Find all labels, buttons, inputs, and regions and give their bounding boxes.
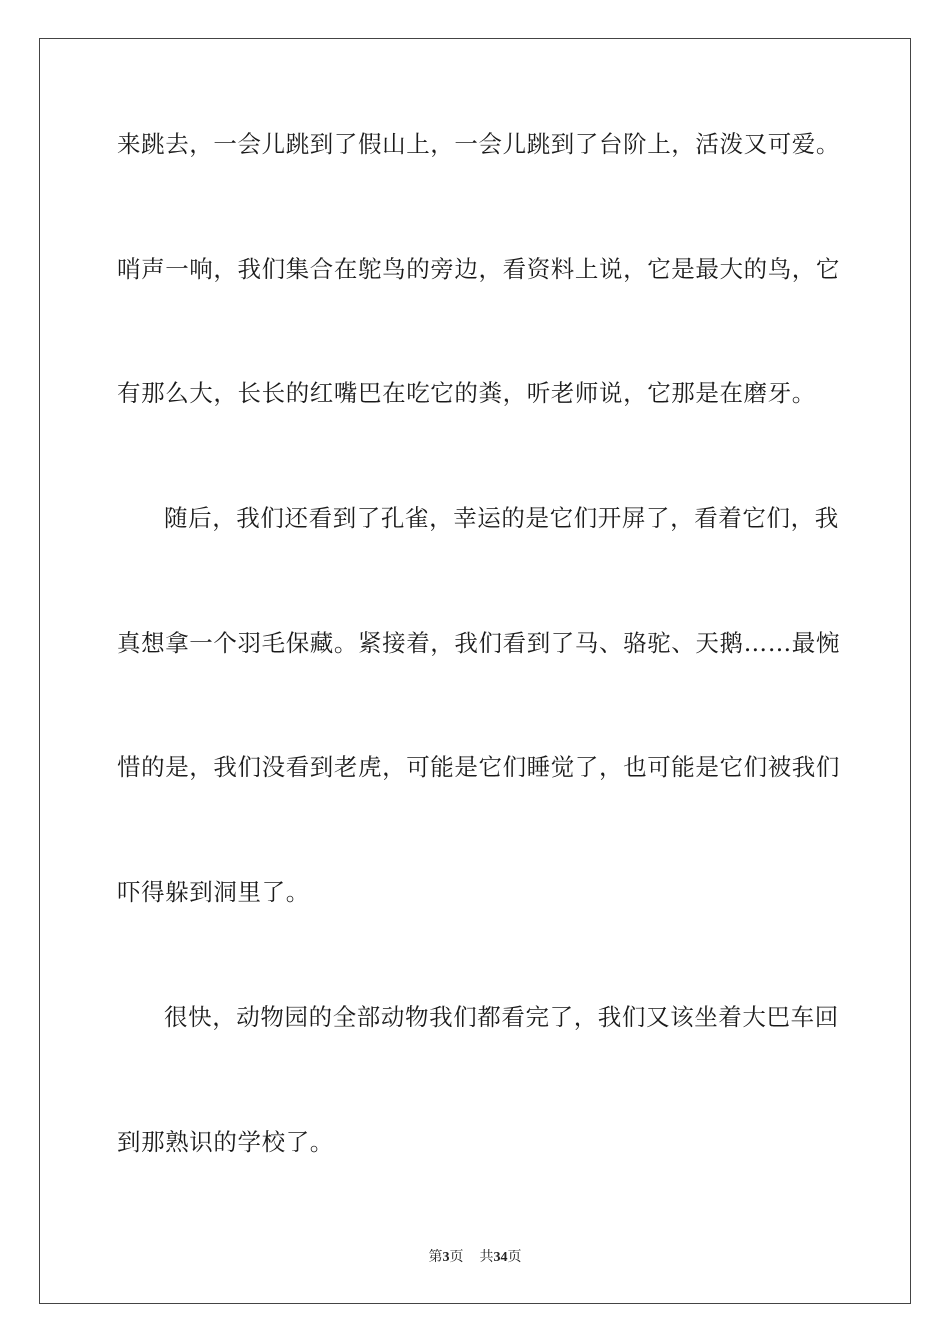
- text-line: 来跳去，一会儿跳到了假山上，一会儿跳到了台阶上，活泼又可爱。: [117, 130, 840, 158]
- total-suffix: 页: [507, 1250, 522, 1265]
- paragraph-first-line: 很快，动物园的全部动物我们都看完了，我们又该坐着大巴车回: [164, 1002, 839, 1031]
- page-number: 3: [442, 1250, 450, 1265]
- text-line: 到那熟识的学校了。: [117, 1127, 334, 1156]
- text-line: 真想拿一个羽毛保藏。紧接着，我们看到了马、骆驼、天鹅……最惋: [117, 628, 840, 657]
- document-body: [117, 128, 840, 1250]
- text-line: 吓得躲到洞里了。: [117, 878, 310, 907]
- text-line: 哨声一响，我们集合在鸵鸟的旁边，看资料上说，它是最大的鸟，它: [117, 254, 840, 283]
- page-footer: [0, 1246, 950, 1266]
- text-line: 有那么大，长长的红嘴巴在吃它的粪，听老师说，它那是在磨牙。: [117, 379, 816, 408]
- paragraph-first-line: 随后，我们还看到了孔雀，幸运的是它们开屏了，看着它们，我: [164, 504, 839, 533]
- page-prefix: 第: [428, 1250, 443, 1265]
- total-prefix: 共: [479, 1250, 494, 1265]
- text-line: 惜的是，我们没看到老虎，可能是它们睡觉了，也可能是它们被我们: [117, 753, 840, 782]
- page-suffix: 页: [449, 1250, 464, 1265]
- total-pages: 34: [493, 1250, 508, 1265]
